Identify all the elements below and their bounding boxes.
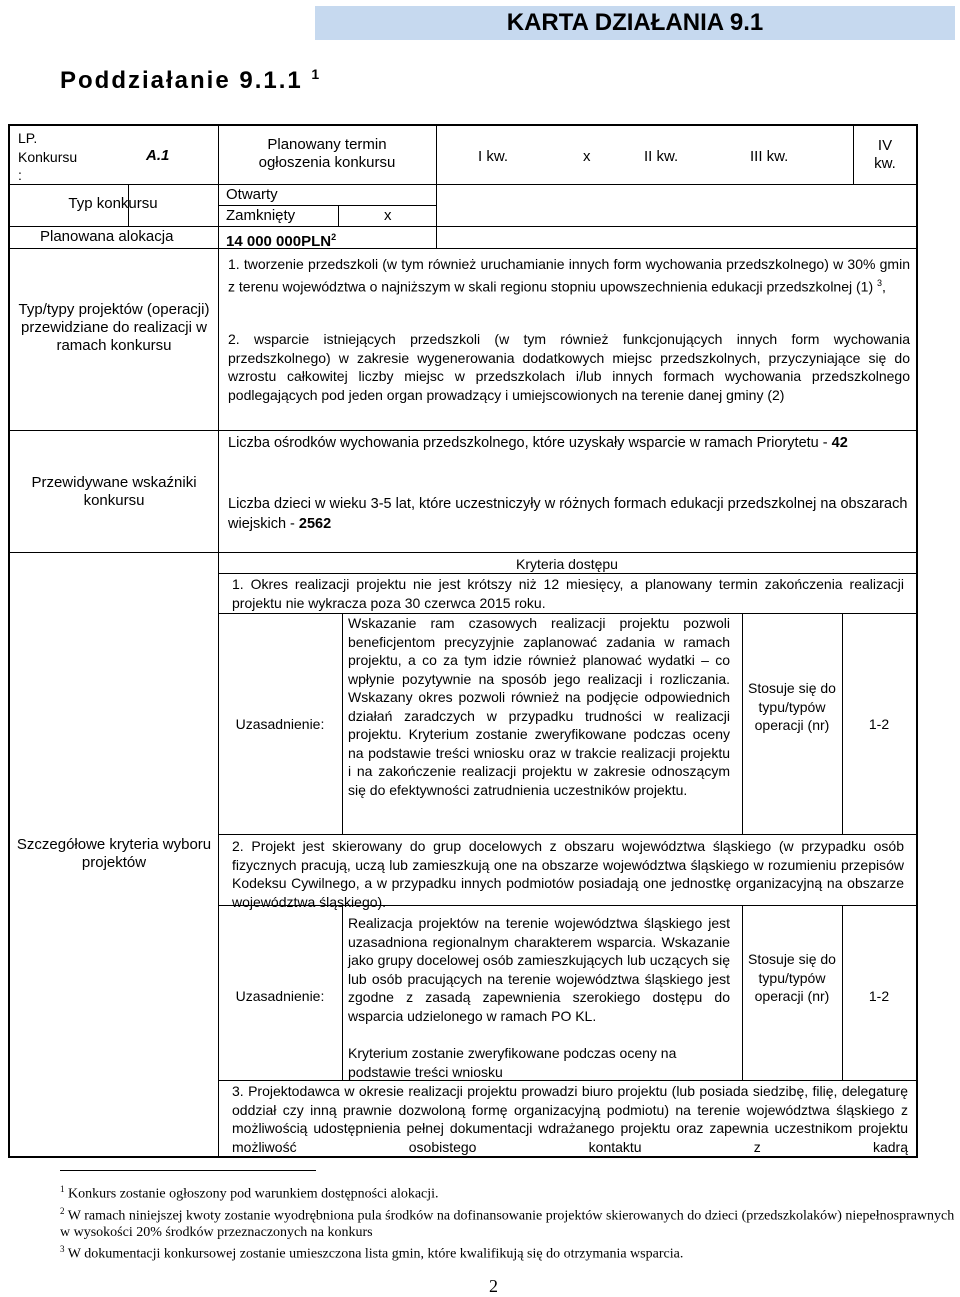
applies-value-1: 1-2 (868, 716, 890, 732)
quarter-4: IV kw. (874, 137, 896, 172)
footnote-ref-3: 3 (877, 277, 883, 288)
justification-label-1: Uzasadnienie: (235, 716, 325, 732)
indicator-1: Liczba ośrodków wychowania przedszkolnego, które uzyskały wsparcie w ramach Priorytetu - 42 (228, 435, 848, 451)
subaction-title: Poddziałanie 9.1.1 $^1$ (60, 66, 320, 94)
page-number: 2 (489, 1276, 498, 1296)
justification-2: Realizacja projektów na terenie województwa śląskiego jest uzasadniona regionalnym charakterem wsparcia. Wskazanie jako grupy docelowej osób zamieszkujących lub uczących się lub osób pracujących na terenie województwa śląskiego jest zgodne z zasadą zapewnienia szerokiego dostępu do wsparcia udzielonego w ramach PO KL. (348, 915, 730, 1024)
justification-1: Wskazanie ram czasowych realizacji projektu pozwoli beneficjentom precyzyjnie zaplanować zadania w ramach projektu, a co za tym idzie również planować wydatki – co wpłynie pozytywnie na sposób jego realizacji i rozliczania. Wskazany okres pozwoli również na podjęcie odpowiednich działań zaradczych w przypadku trudności w realizacji projektu. Kryterium zostanie zweryfikowane podczas oceny na podstawie treści wniosku oraz w trakcie realizacji projektu i na zakończenie realizacji projektu w zakresie odnoszącym się do efektywności zatrudnienia uczestników projektu. (348, 615, 730, 798)
criteria-label: Szczegółowe kryteria wyboru projektów (16, 836, 212, 871)
footnote-separator (60, 1170, 316, 1171)
project-type-2: 2. wsparcie istniejących przedszkoli (w tym również funkcjonujących innych form wychowania przedszkolnego) w zakresie wygenerowania dodatkowych miejsc przedszkolnych, przyczyniające się do wzrostu całkowitej liczby miejsc w przedszkolach i/lub innych formach wychowania przedszkolnego podlegających pod jeden organ prowadzący i umiejscowionych na terenie danej gminy (2) (228, 331, 910, 403)
justification-2b: Kryterium zostanie zweryfikowane podczas oceny na podstawie treści wniosku (348, 1045, 677, 1080)
indicator-1-value: 42 (831, 435, 848, 451)
footnote-ref-2: 2 (331, 232, 337, 242)
criterion-2: 2. Projekt jest skierowany do grup docelowych z obszaru województwa śląskiego (w przypadku osób fizycznych pracują, uczą lub zamieszkują one na obszarze województwa śląskiego w rozumieniu przepisów Kodeksu Cywilnego, a w przypadku innych podmiotów posiadają one jednostkę organizacyjną na obszarze województwa śląskiego). (232, 838, 904, 910)
justification-label-2: Uzasadnienie: (235, 988, 325, 1004)
applies-value-2: 1-2 (868, 988, 890, 1004)
allocation-value: 14 000 000PLN$^2$ (226, 232, 337, 250)
footnote-ref-1: 1 (311, 66, 320, 82)
indicators-label: Przewidywane wskaźniki konkursu (31, 474, 197, 509)
lp-value: A.1 (146, 147, 170, 164)
allocation-label: Planowana alokacja (40, 228, 174, 245)
applies-to-1: Stosuje się do typu/typów operacji (nr) (748, 680, 836, 733)
project-type-1: 1. tworzenie przedszkoli (w tym również uruchamianie innych form wychowania przedszkolnego) w 30% gmin z terenu województwa o najniższym w skali regionu stopniu upowszechnienia edukacji przedszkolnej (1) $^3$, (228, 256, 910, 295)
quarter-3: III kw. (750, 148, 789, 165)
criterion-1: 1. Okres realizacji projektu nie jest krótszy niż 12 miesięcy, a planowany termin zakończenia realizacji projektu nie wykracza poza 30 czerwca 2015 roku. (232, 576, 904, 611)
planned-term-label: Planowany termin ogłoszenia konkursu (258, 136, 396, 171)
footnotes (60, 1181, 960, 1263)
criterion-3: 3. Projektodawca w okresie realizacji projektu prowadzi biuro projektu (lub posiada siedzibę, filię, delegaturę oddział czy inną prawnie dozwoloną formę organizacyjną podmiotu) na terenie województwa śląskiego z możliwością udostępnienia pełnej dokumentacji wdrażanego projektu oraz zapewnia uczestnikom projektu możliwość osobistego kontaktu z kadrą (232, 1083, 908, 1155)
action-card-table (8, 124, 918, 1158)
quarter-2: II kw. (644, 148, 679, 165)
contest-type-label: Typ konkursu (68, 195, 158, 212)
access-criteria-title: Kryteria dostępu (516, 556, 618, 572)
footnote-2: $^2$ W ramach niniejszej kwoty zostanie wyodrębniona pula środków na dofinansowanie projektów skierowanych do dzieci (przedszkolaków) niepełnosprawnych w wysokości 20% środków przeznaczonych na konkurs (60, 1205, 955, 1241)
quarter-1: I kw. (478, 148, 509, 165)
type-closed-mark: x (384, 207, 392, 224)
applies-to-2: Stosuje się do typu/typów operacji (nr) (748, 951, 836, 1004)
lp-label: LP. Konkursu : (18, 130, 78, 183)
footnote-1: $^1$ Konkurs zostanie ogłoszony pod warunkiem dostępności alokacji. (60, 1184, 439, 1202)
indicator-2-value: 2562 (298, 516, 332, 532)
indicator-2: Liczba dzieci w wieku 3-5 lat, które uczestniczyły w różnych formach edukacji przedszkolnej na obszarach wiejskich - 2562 (228, 496, 908, 532)
quarter-1-mark: x (583, 148, 591, 165)
type-closed: Zamknięty (226, 207, 296, 224)
type-open: Otwarty (226, 186, 278, 203)
footnote-3: $^3$ W dokumentacji konkursowej zostanie umieszczona lista gmin, które kwalifikują się do otrzymania wsparcia. (60, 1244, 684, 1262)
project-types-label: Typ/typy projektów (operacji) przewidziane do realizacji w ramach konkursu (18, 301, 210, 354)
card-title: KARTA DZIAŁANIA 9.1 (315, 6, 955, 40)
